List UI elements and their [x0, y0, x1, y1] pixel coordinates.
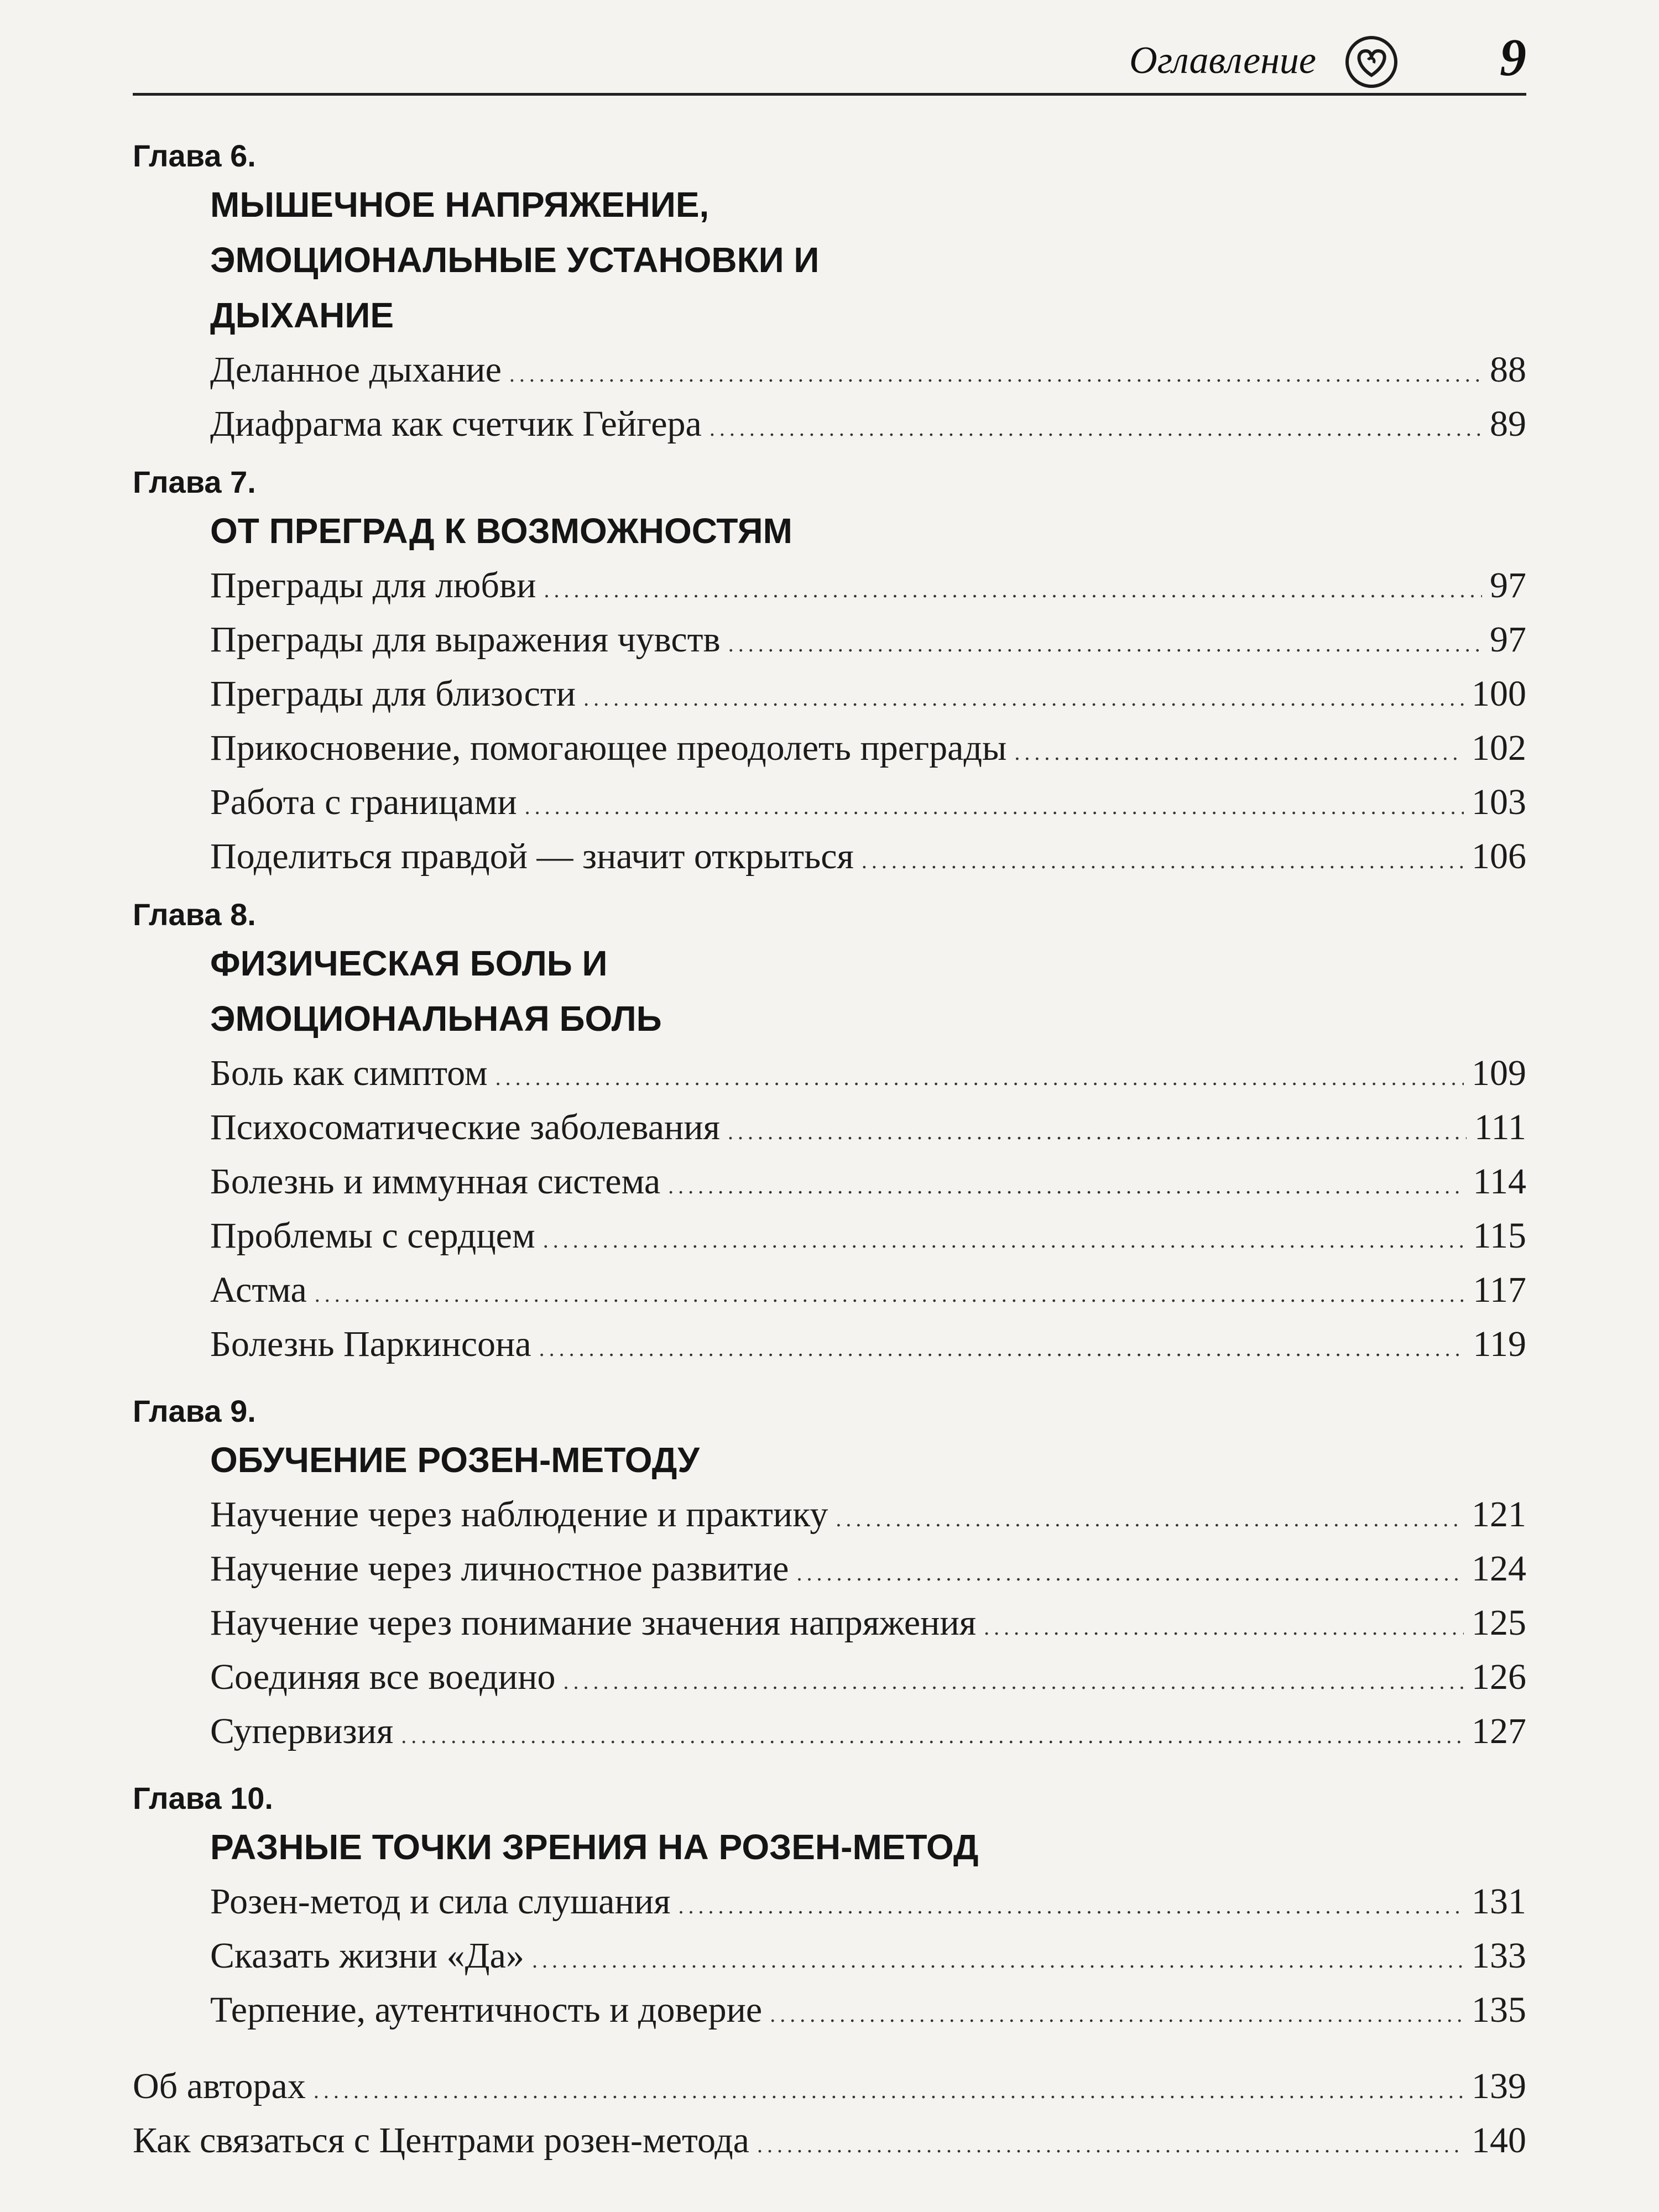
dot-leader	[709, 404, 1482, 453]
toc-entry-title: Астма	[210, 1270, 307, 1310]
toc-entry[interactable]	[133, 1048, 1526, 1103]
toc-entry-contacts[interactable]	[133, 2116, 1526, 2170]
toc-entry[interactable]	[133, 1103, 1526, 1157]
toc-entry-page: 114	[1473, 1161, 1526, 1202]
toc-entry-page: 117	[1473, 1270, 1526, 1310]
toc-entry-page: 126	[1472, 1657, 1526, 1697]
running-header-title: Оглавление	[1129, 39, 1316, 82]
toc-entry[interactable]	[133, 561, 1526, 615]
toc-entry-page: 97	[1490, 565, 1526, 606]
toc-entry-page: 102	[1472, 728, 1526, 768]
toc-entry-title: Розен-метод и сила слушания	[210, 1881, 671, 1922]
toc-entry-page: 89	[1490, 404, 1526, 444]
toc-entry[interactable]	[133, 1985, 1526, 2039]
chapter-title: ОБУЧЕНИЕ РОЗЕН-МЕТОДУ	[210, 1440, 700, 1480]
dot-leader	[728, 1107, 1467, 1157]
toc-entry[interactable]	[133, 1877, 1526, 1931]
toc-entry-title: Диафрагма как счетчик Гейгера	[210, 404, 702, 444]
toc-entry-page: 115	[1473, 1215, 1526, 1256]
dot-leader	[401, 1711, 1464, 1761]
toc-entry[interactable]	[133, 1931, 1526, 1985]
toc-entry[interactable]	[133, 399, 1526, 453]
dot-leader	[984, 1603, 1464, 1652]
toc-entry-title: Об авторах	[133, 2066, 306, 2106]
toc-entry-page: 100	[1472, 674, 1526, 714]
dot-leader	[525, 782, 1464, 832]
toc-entry-page: 140	[1472, 2120, 1526, 2161]
toc-entry-title: Боль как симптом	[210, 1053, 488, 1093]
page-number: 9	[1500, 28, 1526, 87]
toc-entry-page: 106	[1472, 836, 1526, 877]
toc-entry-title: Как связаться с Центрами розен-метода	[133, 2120, 749, 2161]
toc-entry-page: 119	[1473, 1324, 1526, 1364]
running-header	[133, 22, 1526, 100]
toc-entry-title: Болезнь и иммунная система	[210, 1161, 661, 1202]
dot-leader	[862, 836, 1464, 886]
chapter-label: Глава 8.	[133, 897, 256, 932]
toc-entry[interactable]	[133, 1544, 1526, 1598]
dot-leader	[539, 1324, 1465, 1374]
toc-entry-page: 109	[1472, 1053, 1526, 1093]
dot-leader	[314, 2066, 1464, 2116]
toc-entry-page: 125	[1472, 1603, 1526, 1643]
toc-entry[interactable]	[133, 1211, 1526, 1265]
dot-leader	[668, 1161, 1465, 1211]
toc-entry-page: 135	[1472, 1990, 1526, 2030]
dot-leader	[583, 674, 1464, 723]
dot-leader	[1014, 728, 1464, 778]
toc-entry[interactable]	[133, 1652, 1526, 1707]
toc-entry-title: Супервизия	[210, 1711, 394, 1751]
toc-entry-title: Соединяя все воедино	[210, 1657, 556, 1697]
toc-entry-title: Поделиться правдой — значит открыться	[210, 836, 854, 877]
toc-entry-about-authors[interactable]	[133, 2062, 1526, 2116]
toc-entry-title: Научение через наблюдение и практику	[210, 1494, 828, 1535]
dot-leader	[728, 619, 1482, 669]
dot-leader	[757, 2120, 1464, 2170]
toc-entry[interactable]	[133, 1265, 1526, 1319]
toc-entry[interactable]	[133, 345, 1526, 399]
toc-entry-title: Научение через понимание значения напряжения	[210, 1603, 977, 1643]
dot-leader	[678, 1881, 1464, 1931]
dot-leader	[495, 1053, 1464, 1103]
toc-entry[interactable]	[133, 1598, 1526, 1652]
toc-entry-title: Научение через личностное развитие	[210, 1548, 789, 1589]
toc-entry-title: Проблемы с сердцем	[210, 1215, 535, 1256]
toc-entry[interactable]	[133, 669, 1526, 723]
dot-leader	[532, 1936, 1464, 1985]
chapter-title: РАЗНЫЕ ТОЧКИ ЗРЕНИЯ НА РОЗЕН-МЕТОД	[210, 1827, 979, 1867]
chapter-label: Глава 6.	[133, 138, 256, 173]
chapter-label: Глава 10.	[133, 1781, 273, 1815]
toc-entry-title: Преграды для выражения чувств	[210, 619, 721, 660]
toc-entry[interactable]	[133, 1319, 1526, 1374]
toc-entry-page: 133	[1472, 1936, 1526, 1976]
toc-entry-page: 103	[1472, 782, 1526, 822]
heart-swirl-icon	[1344, 34, 1399, 90]
toc-entry-title: Работа с границами	[210, 782, 517, 822]
dot-leader	[796, 1548, 1464, 1598]
toc-entry[interactable]	[133, 778, 1526, 832]
toc-entry-title: Деланное дыхание	[210, 349, 502, 390]
chapter-title: ОТ ПРЕГРАД К ВОЗМОЖНОСТЯМ	[210, 511, 792, 551]
toc-entry-title: Преграды для любви	[210, 565, 536, 606]
toc-entry[interactable]	[133, 1490, 1526, 1544]
toc-entry-title: Болезнь Паркинсона	[210, 1324, 531, 1364]
table-of-contents	[133, 127, 1526, 2170]
toc-entry-page: 127	[1472, 1711, 1526, 1751]
toc-entry-title: Прикосновение, помогающее преодолеть преграды	[210, 728, 1007, 768]
chapter-title: МЫШЕЧНОЕ НАПРЯЖЕНИЕ, ЭМОЦИОНАЛЬНЫЕ УСТАНОВКИ И ДЫХАНИЕ	[210, 185, 820, 335]
dot-leader	[770, 1990, 1464, 2039]
toc-entry-page: 139	[1472, 2066, 1526, 2106]
chapter-label: Глава 7.	[133, 465, 256, 499]
dot-leader	[544, 565, 1482, 615]
chapter-title: ФИЗИЧЕСКАЯ БОЛЬ И ЭМОЦИОНАЛЬНАЯ БОЛЬ	[210, 943, 662, 1039]
toc-entry-page: 124	[1472, 1548, 1526, 1589]
toc-entry-title: Сказать жизни «Да»	[210, 1936, 524, 1976]
dot-leader	[509, 349, 1482, 399]
toc-entry-title: Преграды для близости	[210, 674, 576, 714]
toc-entry[interactable]	[133, 1707, 1526, 1761]
toc-entry-page: 121	[1472, 1494, 1526, 1535]
toc-entry[interactable]	[133, 832, 1526, 886]
dot-leader	[315, 1270, 1465, 1319]
toc-entry-page: 88	[1490, 349, 1526, 390]
toc-entry[interactable]	[133, 615, 1526, 669]
toc-entry-page: 131	[1472, 1881, 1526, 1922]
toc-entry[interactable]	[133, 723, 1526, 778]
toc-entry-title: Терпение, аутентичность и доверие	[210, 1990, 763, 2030]
toc-entry-page: 97	[1490, 619, 1526, 660]
dot-leader	[564, 1657, 1464, 1707]
dot-leader	[836, 1494, 1464, 1544]
toc-entry-title: Психосоматические заболевания	[210, 1107, 721, 1147]
dot-leader	[543, 1215, 1465, 1265]
chapter-label: Глава 9.	[133, 1394, 256, 1428]
toc-entry-page: 111	[1474, 1107, 1526, 1147]
toc-entry[interactable]	[133, 1157, 1526, 1211]
header-rule	[133, 93, 1526, 96]
